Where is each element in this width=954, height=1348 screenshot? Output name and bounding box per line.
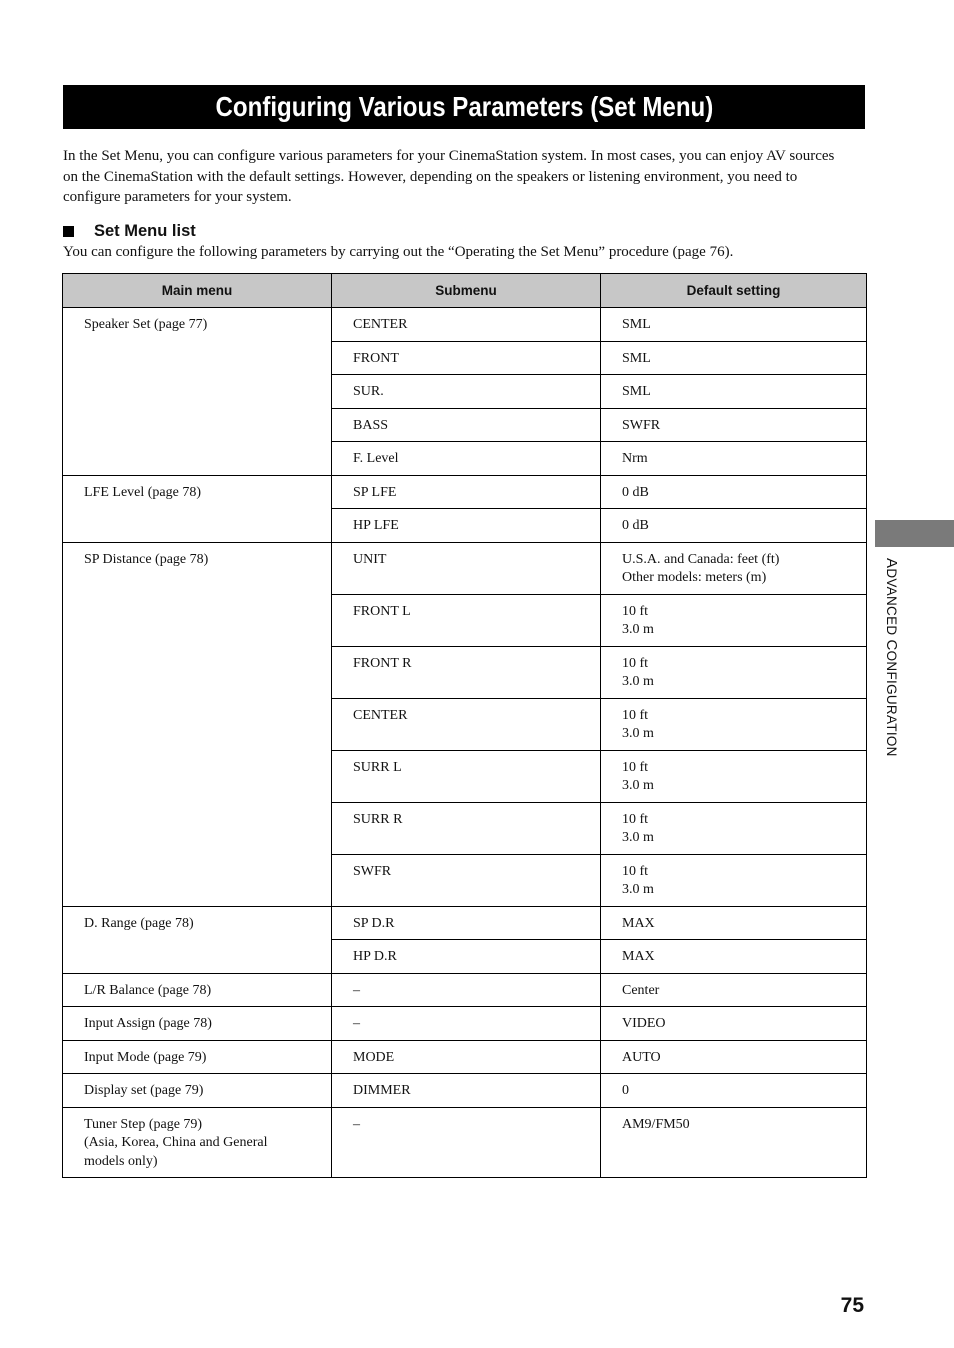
main-menu-cell bbox=[63, 973, 332, 1007]
default-setting-text: AM9/FM50 bbox=[622, 1116, 690, 1132]
default-setting-cell bbox=[601, 1007, 867, 1041]
submenu-cell: – bbox=[332, 973, 601, 1007]
default-setting-cell bbox=[601, 973, 867, 1007]
default-setting-text: SML bbox=[622, 384, 651, 399]
submenu-cell: BASS bbox=[332, 408, 601, 442]
table-row bbox=[63, 973, 867, 1007]
default-setting-cell bbox=[601, 854, 867, 906]
default-setting-cell bbox=[601, 1074, 867, 1108]
table-row bbox=[63, 1107, 867, 1178]
main-menu-text: (Asia, Korea, China and General bbox=[84, 1135, 268, 1150]
default-setting-cell bbox=[601, 802, 867, 854]
submenu-cell: – bbox=[332, 1107, 601, 1178]
section-heading bbox=[63, 220, 196, 242]
submenu-cell: HP D.R bbox=[332, 940, 601, 974]
default-setting-cell bbox=[601, 906, 867, 940]
default-setting-cell bbox=[601, 408, 867, 442]
default-setting-text: 3.0 m bbox=[622, 622, 654, 637]
default-setting-text: AUTO bbox=[622, 1049, 661, 1065]
default-setting-text: SML bbox=[622, 350, 651, 366]
default-setting-cell bbox=[601, 542, 867, 594]
submenu-cell: F. Level bbox=[332, 442, 601, 476]
table-row bbox=[63, 1040, 867, 1074]
submenu-cell: FRONT bbox=[332, 341, 601, 375]
table-row bbox=[63, 475, 867, 509]
table-row bbox=[63, 906, 867, 940]
title-bar bbox=[63, 85, 865, 129]
submenu-cell: CENTER bbox=[332, 698, 601, 750]
default-setting-text: 0 bbox=[622, 1083, 629, 1098]
submenu-cell: UNIT bbox=[332, 542, 601, 594]
main-menu-text: Input Mode (page 79) bbox=[84, 1049, 207, 1065]
submenu-cell: MODE bbox=[332, 1040, 601, 1074]
default-setting-cell bbox=[601, 1040, 867, 1074]
header-submenu: Submenu bbox=[332, 274, 601, 308]
default-setting-text: 0 dB bbox=[622, 518, 649, 533]
section-heading-text: Set Menu list bbox=[94, 221, 196, 240]
default-setting-text: 3.0 m bbox=[622, 778, 654, 793]
default-setting-cell bbox=[601, 375, 867, 409]
main-menu-cell bbox=[63, 1007, 332, 1041]
default-setting-text: SWFR bbox=[622, 417, 661, 433]
header-default-setting: Default setting bbox=[601, 274, 867, 308]
submenu-cell: SUR. bbox=[332, 375, 601, 409]
main-menu-text: Input Assign (page 78) bbox=[84, 1016, 212, 1031]
default-setting-text: 10 ft bbox=[622, 759, 649, 775]
main-menu-cell bbox=[63, 1107, 332, 1178]
header-main-menu: Main menu bbox=[63, 274, 332, 308]
main-menu-cell bbox=[63, 906, 332, 973]
main-menu-cell bbox=[63, 475, 332, 542]
default-setting-cell bbox=[601, 341, 867, 375]
submenu-cell: HP LFE bbox=[332, 509, 601, 543]
page-title: Configuring Various Parameters (Set Menu) bbox=[215, 91, 713, 122]
default-setting-text: 10 ft bbox=[622, 707, 649, 723]
table-row bbox=[63, 308, 867, 342]
set-menu-table bbox=[62, 273, 867, 1178]
default-setting-cell bbox=[601, 475, 867, 509]
default-setting-text: Center bbox=[622, 982, 660, 998]
default-setting-cell bbox=[601, 940, 867, 974]
table-row bbox=[63, 1007, 867, 1041]
main-menu-text: D. Range (page 78) bbox=[84, 915, 194, 931]
default-setting-text: U.S.A. and Canada: feet (ft) bbox=[622, 551, 780, 567]
submenu-cell: FRONT L bbox=[332, 594, 601, 646]
submenu-cell: SURR L bbox=[332, 750, 601, 802]
default-setting-text: 10 ft bbox=[622, 603, 649, 619]
default-setting-text: MAX bbox=[622, 949, 655, 964]
default-setting-text: 0 dB bbox=[622, 484, 649, 500]
main-menu-text: Display set (page 79) bbox=[84, 1083, 204, 1098]
default-setting-text: 3.0 m bbox=[622, 726, 654, 741]
default-setting-text: 10 ft bbox=[622, 811, 649, 827]
main-menu-text: LFE Level (page 78) bbox=[84, 484, 202, 500]
table-row bbox=[63, 1074, 867, 1108]
default-setting-text: Other models: meters (m) bbox=[622, 570, 767, 585]
main-menu-text: Speaker Set (page 77) bbox=[84, 317, 208, 332]
submenu-cell: SP LFE bbox=[332, 475, 601, 509]
default-setting-text: 3.0 m bbox=[622, 882, 654, 897]
default-setting-cell bbox=[601, 594, 867, 646]
section-description: You can configure the following parameters by carrying out the “Operating the Set Menu” procedure (page 76). bbox=[63, 244, 734, 260]
main-menu-text: models only) bbox=[84, 1153, 158, 1169]
default-setting-text: 10 ft bbox=[622, 655, 649, 671]
default-setting-cell bbox=[601, 1107, 867, 1178]
main-menu-text: SP Distance (page 78) bbox=[84, 551, 209, 567]
main-menu-cell bbox=[63, 1074, 332, 1108]
default-setting-cell bbox=[601, 442, 867, 476]
submenu-cell: SWFR bbox=[332, 854, 601, 906]
default-setting-text: SML bbox=[622, 317, 651, 332]
default-setting-cell bbox=[601, 646, 867, 698]
table-body bbox=[63, 308, 867, 1178]
submenu-cell: CENTER bbox=[332, 308, 601, 342]
main-menu-text: L/R Balance (page 78) bbox=[84, 982, 212, 998]
submenu-cell: DIMMER bbox=[332, 1074, 601, 1108]
default-setting-text: 3.0 m bbox=[622, 830, 654, 845]
main-menu-cell bbox=[63, 1040, 332, 1074]
main-menu-cell bbox=[63, 308, 332, 476]
default-setting-text: 3.0 m bbox=[622, 674, 654, 689]
side-section-label: ADVANCED CONFIGURATION bbox=[883, 558, 900, 757]
default-setting-text: MAX bbox=[622, 915, 655, 931]
square-bullet-icon bbox=[63, 226, 74, 237]
submenu-cell: SP D.R bbox=[332, 906, 601, 940]
default-setting-cell bbox=[601, 750, 867, 802]
default-setting-text: 10 ft bbox=[622, 863, 649, 879]
submenu-cell: SURR R bbox=[332, 802, 601, 854]
main-menu-text: Tuner Step (page 79) bbox=[84, 1116, 203, 1132]
default-setting-text: VIDEO bbox=[622, 1016, 666, 1031]
main-menu-cell bbox=[63, 542, 332, 906]
default-setting-cell bbox=[601, 509, 867, 543]
default-setting-cell bbox=[601, 308, 867, 342]
table-row bbox=[63, 542, 867, 594]
default-setting-text: Nrm bbox=[622, 451, 648, 466]
submenu-cell: FRONT R bbox=[332, 646, 601, 698]
table-header-row bbox=[63, 274, 867, 308]
page-number: 75 bbox=[840, 1294, 864, 1317]
default-setting-cell bbox=[601, 698, 867, 750]
side-tab-marker bbox=[875, 520, 954, 547]
submenu-cell: – bbox=[332, 1007, 601, 1041]
intro-paragraph: In the Set Menu, you can configure various parameters for your CinemaStation system. In most cases, you can enjoy AV sources on the CinemaStation with the default settings. However, depending on the speakers or listening environment, you need to configure parameters for your system. bbox=[63, 148, 835, 205]
